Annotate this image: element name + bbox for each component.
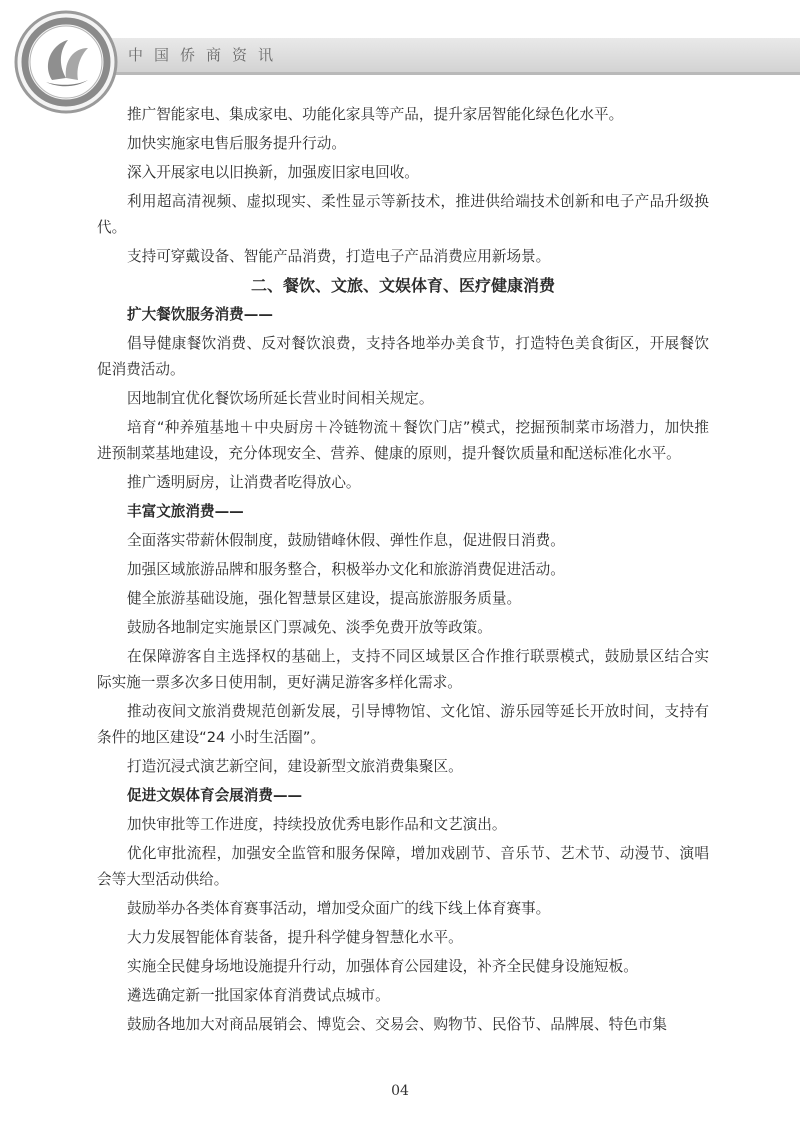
body-paragraph: 鼓励各地加大对商品展销会、博览会、交易会、购物节、民俗节、品牌展、特色市集 <box>127 1016 667 1033</box>
body-paragraph: 支持可穿戴设备、智能产品消费，打造电子产品消费应用新场景。 <box>127 248 551 265</box>
body-paragraph: 推广智能家电、集成家电、功能化家具等产品，提升家居智能化绿色化水平。 <box>127 106 624 123</box>
subsection-heading: 扩大餐饮服务消费—— <box>127 306 273 323</box>
body-paragraph: 大力发展智能体育装备，提升科学健身智慧化水平。 <box>127 929 463 946</box>
body-paragraph: 倡导健康餐饮消费、反对餐饮浪费，支持各地举办美食节，打造特色美食街区，开展餐饮促消费活动。 <box>97 335 709 378</box>
body-paragraph: 遴选确定新一批国家体育消费试点城市。 <box>127 987 390 1004</box>
body-paragraph: 加强区域旅游品牌和服务整合，积极举办文化和旅游消费促进活动。 <box>127 561 565 578</box>
article-body <box>97 102 709 1041</box>
body-paragraph: 鼓励各地制定实施景区门票减免、淡季免费开放等政策。 <box>127 619 492 636</box>
subsection-heading: 丰富文旅消费—— <box>127 503 244 520</box>
body-paragraph: 鼓励举办各类体育赛事活动，增加受众面广的线下线上体育赛事。 <box>127 900 551 917</box>
body-paragraph: 推广透明厨房，让消费者吃得放心。 <box>127 474 361 491</box>
subsection-heading: 促进文娱体育会展消费—— <box>127 787 303 804</box>
logo-emblem-icon <box>12 8 120 116</box>
header-divider <box>60 72 800 75</box>
page-number: 04 <box>391 1083 409 1099</box>
body-paragraph: 加快实施家电售后服务提升行动。 <box>127 135 346 152</box>
body-paragraph: 在保障游客自主选择权的基础上，支持不同区域景区合作推行联票模式，鼓励景区结合实际实施一票多次多日使用制，更好满足游客多样化需求。 <box>97 648 709 691</box>
body-paragraph: 加快审批等工作进度，持续投放优秀电影作品和文艺演出。 <box>127 816 507 833</box>
body-paragraph: 优化审批流程，加强安全监管和服务保障，增加戏剧节、音乐节、艺术节、动漫节、演唱会等大型活动供给。 <box>97 845 709 888</box>
body-paragraph: 利用超高清视频、虚拟现实、柔性显示等新技术，推进供给端技术创新和电子产品升级换代。 <box>97 193 709 236</box>
body-paragraph: 深入开展家电以旧换新，加强废旧家电回收。 <box>127 164 419 181</box>
body-paragraph: 全面落实带薪休假制度，鼓励错峰休假、弹性作息，促进假日消费。 <box>127 532 565 549</box>
body-paragraph: 实施全民健身场地设施提升行动，加强体育公园建设，补齐全民健身设施短板。 <box>127 958 638 975</box>
header-title: 中国侨商资讯 <box>128 46 285 64</box>
body-paragraph: 打造沉浸式演艺新空间，建设新型文旅消费集聚区。 <box>127 758 463 775</box>
body-paragraph: 推动夜间文旅消费规范创新发展，引导博物馆、文化馆、游乐园等延长开放时间，支持有条件的地区建设“24 小时生活圈”。 <box>97 703 709 746</box>
section-heading: 二、餐饮、文旅、文娱体育、医疗健康消费 <box>250 276 555 295</box>
body-paragraph: 因地制宜优化餐饮场所延长营业时间相关规定。 <box>127 390 434 407</box>
body-paragraph: 培育“种养殖基地＋中央厨房＋冷链物流＋餐饮门店”模式，挖掘预制菜市场潜力，加快推进预制菜基地建设，充分体现安全、营养、健康的原则，提升餐饮质量和配送标准化水平。 <box>97 419 709 462</box>
body-paragraph: 健全旅游基础设施，强化智慧景区建设，提高旅游服务质量。 <box>127 590 522 607</box>
